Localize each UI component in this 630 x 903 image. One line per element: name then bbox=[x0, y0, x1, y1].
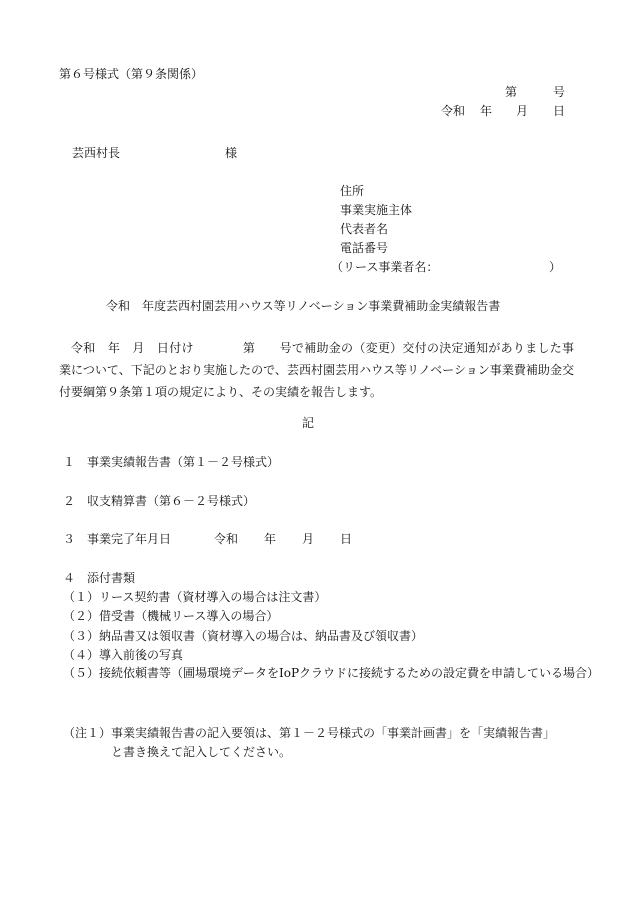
item-3-month: 月 bbox=[302, 532, 315, 546]
item-2: ２ 収支精算書（第６－２号様式） bbox=[63, 494, 256, 508]
item-4: ４ 添付書類 bbox=[63, 571, 136, 585]
attachment-item: （３）納品書又は領収書（資材導入の場合は、納品書及び領収書） bbox=[63, 629, 424, 643]
form-header: 第６号様式（第９条関係） bbox=[59, 67, 204, 81]
note-line-1: （注１）事業実績報告書の記入要領は、第１－２号様式の「事業計画書」を「実績報告書」 bbox=[63, 726, 556, 740]
date-era: 令和 bbox=[441, 104, 466, 118]
item-3-year: 年 bbox=[264, 532, 277, 546]
document-title: 令和 年度芸西村園芸用ハウス等リノベーション事業費補助金実績報告書 bbox=[106, 299, 501, 313]
date-month: 月 bbox=[516, 104, 529, 118]
item-3-day: 日 bbox=[340, 532, 353, 546]
doc-number-go: 号 bbox=[553, 85, 566, 99]
item-3-label: ３ 事業完了年月日 bbox=[63, 532, 172, 546]
date-day: 日 bbox=[553, 104, 566, 118]
attachment-item: （４）導入前後の写真 bbox=[63, 648, 184, 662]
applicant-entity-label: 事業実施主体 bbox=[340, 203, 413, 217]
ki-heading: 記 bbox=[302, 416, 315, 430]
item-1: １ 事業実績報告書（第１－２号様式） bbox=[63, 455, 280, 469]
note-line-2: と書き換えて記入してください。 bbox=[111, 745, 292, 759]
applicant-phone-label: 電話番号 bbox=[340, 241, 389, 255]
doc-number-dai: 第 bbox=[505, 85, 518, 99]
item-3-era: 令和 bbox=[214, 532, 239, 546]
attachment-item: （１）リース契約書（資材導入の場合は注文書） bbox=[63, 590, 327, 604]
lease-company-close: ） bbox=[549, 260, 562, 274]
applicant-representative-label: 代表者名 bbox=[340, 222, 389, 236]
addressee-name: 芸西村長 bbox=[72, 146, 121, 160]
attachment-item: （５）接続依頼書等（圃場環境データをIoPクラウドに接続するための設定費を申請している場合） bbox=[63, 666, 600, 680]
date-year: 年 bbox=[480, 104, 493, 118]
body-paragraph: 令和 年 月 日付け 第 号で補助金の（変更）交付の決定通知がありました事業について、下記のとおり実施したので、芸西村園芸用ハウス等リノベーション事業費補助金交付要綱第９条第１項の規定により、その実績を報告します。 bbox=[59, 341, 574, 399]
attachment-item: （２）借受書（機械リース導入の場合） bbox=[63, 609, 279, 623]
applicant-address-label: 住所 bbox=[340, 184, 365, 198]
lease-company-label: （リース事業者名： bbox=[331, 260, 439, 274]
addressee-honorific: 様 bbox=[225, 146, 238, 160]
